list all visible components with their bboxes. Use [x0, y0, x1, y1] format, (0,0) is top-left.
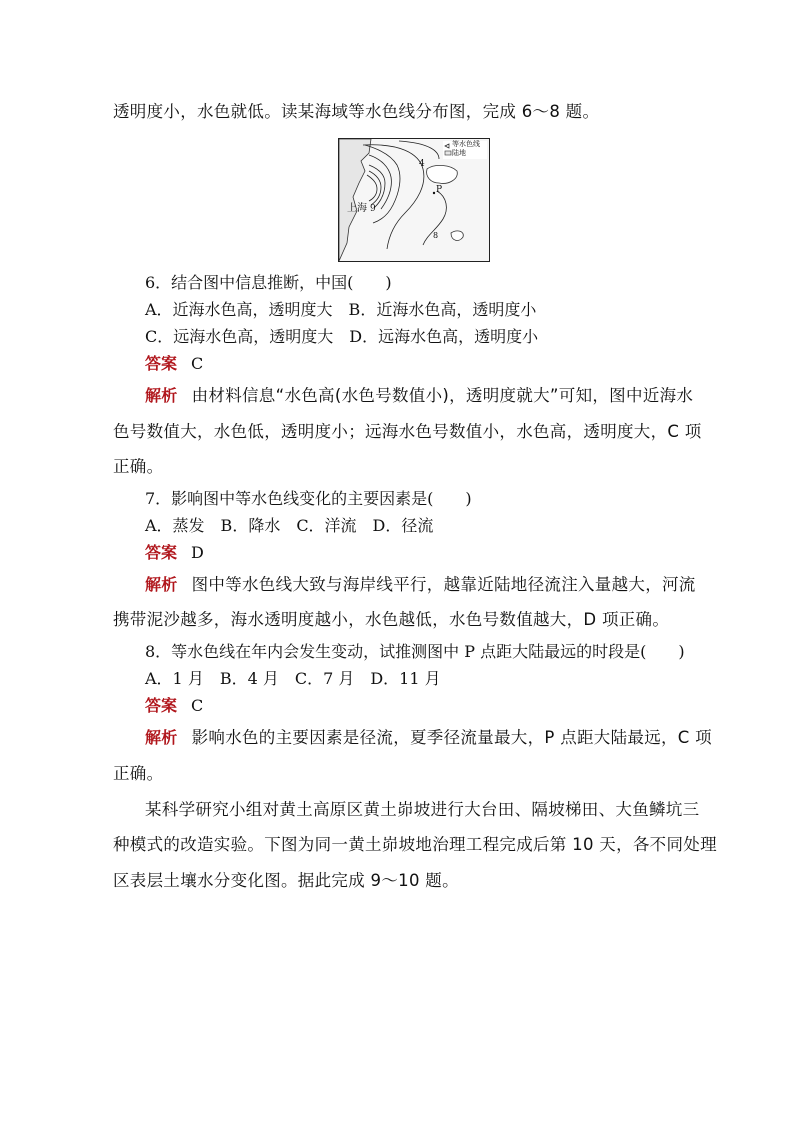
- question-6-analysis-1: [145, 386, 693, 406]
- question-6: 6．结合图中信息推断，中国( ): [145, 273, 392, 292]
- question-8-options: A．1 月 B．4 月 C．7 月 D．11 月: [145, 669, 441, 688]
- question-8-analysis-2: 正确。: [113, 764, 164, 783]
- question-7: 7．影响图中等水色线变化的主要因素是( ): [145, 489, 472, 508]
- analysis-text: 影响水色的主要因素是径流，夏季径流量最大，P 点距大陆最远，C 项: [191, 728, 712, 747]
- isoline-value-9: 9: [370, 204, 376, 214]
- question-7-answer: [145, 543, 204, 563]
- answer-value: C: [191, 696, 204, 715]
- answer-tag: 答案: [145, 354, 178, 373]
- question-6-answer: [145, 354, 203, 374]
- answer-tag: 答案: [145, 696, 178, 715]
- question-7-analysis-2: 携带泥沙越多，海水透明度越小，水色越低，水色号数值越大，D 项正确。: [113, 610, 670, 629]
- question-8: 8．等水色线在年内会发生变动，试推测图中 P 点距大陆最远的时段是( ): [145, 642, 685, 661]
- question-7-options: A．蒸发 B．降水 C．洋流 D．径流: [145, 516, 434, 535]
- question-6-options-cd: C．远海水色高，透明度大 D．远海水色高，透明度小: [145, 327, 539, 346]
- question-6-options-ab: A．近海水色高，透明度大 B．近海水色高，透明度小: [145, 300, 537, 319]
- answer-value: C: [191, 354, 204, 373]
- shanghai-label: 上海: [347, 203, 367, 214]
- answer-tag: 答案: [145, 543, 178, 562]
- question-6-analysis-3: 正确。: [113, 457, 164, 476]
- water-color-isoline-map: [338, 138, 490, 262]
- question-6-analysis-2: 色号数值大，水色低，透明度小；远海水色号数值小，水色高，透明度大，C 项: [113, 422, 702, 441]
- passage-line-3: 区表层土壤水分变化图。据此完成 9～10 题。: [113, 871, 459, 890]
- point-p-label: P: [436, 185, 443, 195]
- legend-isoline-label: 等水色线: [452, 140, 480, 148]
- analysis-tag: 解析: [145, 728, 178, 747]
- analysis-text: 由材料信息“水色高(水色号数值小)，透明度就大”可知，图中近海水: [191, 386, 694, 405]
- analysis-text: 图中等水色线大致与海岸线平行，越靠近陆地径流注入量越大，河流: [191, 575, 696, 594]
- answer-value: D: [191, 543, 204, 562]
- map-graphic: [339, 139, 489, 261]
- passage-line-1: 某科学研究小组对黄土高原区黄土峁坡进行大台田、隔坡梯田、大鱼鳞坑三: [145, 800, 700, 819]
- question-7-analysis-1: [145, 575, 696, 595]
- passage-line-2: 种模式的改造实验。下图为同一黄土峁坡地治理工程完成后第 10 天，各不同处理: [113, 835, 717, 854]
- isoline-value-4: 4: [419, 159, 425, 169]
- question-8-analysis-1: [145, 728, 712, 748]
- analysis-tag: 解析: [145, 386, 178, 405]
- question-8-answer: [145, 696, 203, 716]
- analysis-tag: 解析: [145, 575, 178, 594]
- legend-land-label: 陆地: [452, 149, 466, 157]
- intro-line: 透明度小，水色就低。读某海域等水色线分布图，完成 6～8 题。: [113, 102, 600, 121]
- isoline-value-8: 8: [433, 231, 439, 240]
